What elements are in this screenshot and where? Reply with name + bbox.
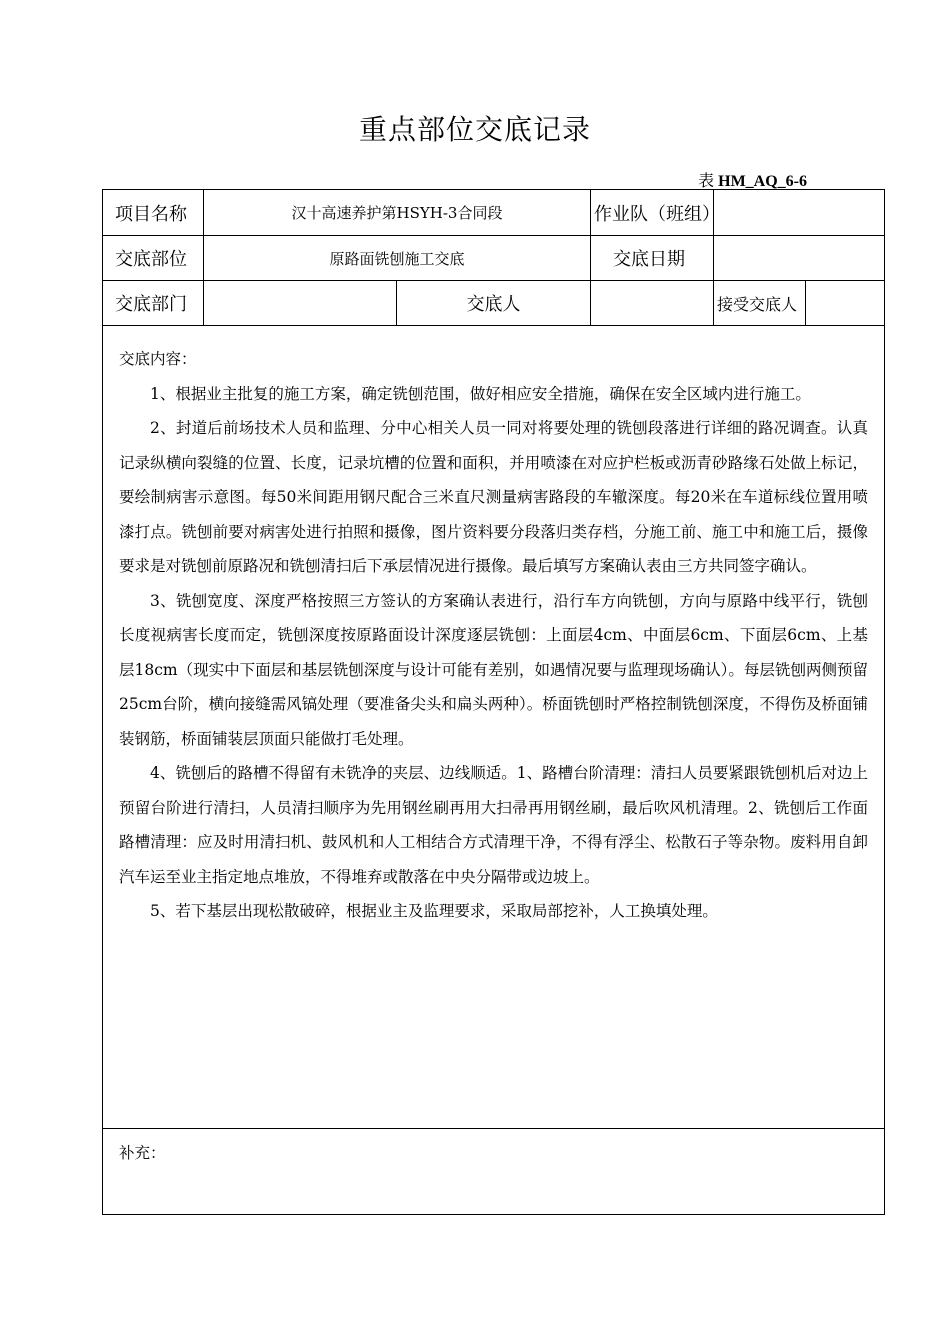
supplement-cell — [103, 1129, 885, 1215]
project-name-label: 项目名称 — [103, 190, 204, 236]
form-code-prefix: 表 — [698, 173, 715, 190]
team-value — [714, 190, 885, 236]
content-paragraph-5: 5、若下基层出现松散破碎，根据业主及监理要求，采取局部挖补，人工换填处理。 — [150, 902, 718, 920]
receiver-value — [806, 281, 885, 326]
table-row — [103, 281, 885, 326]
handover-person-label: 交底人 — [397, 281, 591, 326]
table-row — [103, 326, 885, 1129]
content-paragraph-4: 4、铣刨后的路槽不得留有未铣净的夹层、边线顺适。1、路槽台阶清理：清扫人员要紧跟铣刨机后对边上预留台阶进行清扫，人员清扫顺序为先用钢丝刷再用大扫帚再用钢丝刷，最后吹风机清理。2、铣刨后工作面路槽清理：应及时用清扫机、鼓风机和人工相结合方式清理干净，不得有浮尘、松散石子等杂物。废料用自卸汽车运至业主指定地点堆放，不得堆弃或散落在中央分隔带或边坡上。 — [119, 764, 868, 886]
handover-content — [103, 326, 885, 1129]
table-row — [103, 1129, 885, 1215]
content-paragraph-3: 3、铣刨宽度、深度严格按照三方签认的方案确认表进行，沿行车方向铣刨，方向与原路中线平行，铣刨长度视病害长度而定，铣刨深度按原路面设计深度逐层铣刨：上面层4cm、中面层6cm、下面层6cm、上基层18cm（现实中下面层和基层铣刨深度与设计可能有差别，如遇情况要与监理现场确认）。每层铣刨两侧预留25cm台阶，横向接缝需风镐处理（要准备尖头和扁头两种）。桥面铣刨时严格控制铣刨深度，不得伤及桥面铺装钢筋，桥面铺装层顶面只能做打毛处理。 — [119, 591, 868, 748]
project-name-value: 汉十高速养护第HSYH-3合同段 — [204, 190, 591, 236]
handover-dept-value — [204, 281, 397, 326]
supplement-label: 补充： — [119, 1144, 166, 1162]
document-title: 重点部位交底记录 — [358, 113, 591, 146]
content-paragraph-2: 2、封道后前场技术人员和监理、分中心相关人员一同对将要处理的铣刨段落进行详细的路况调查。认真记录纵横向裂缝的位置、长度，记录坑槽的位置和面积，并用喷漆在对应护栏板或沥青砂路缘石处做上标记，要绘制病害示意图。每50米间距用钢尺配合三米直尺测量病害路段的车辙深度。每20米在车道标线位置用喷漆打点。铣刨前要对病害处进行拍照和摄像，图片资料要分段落归类存档，分施工前、施工中和施工后，摄像要求是对铣刨前原路况和铣刨清扫后下承层情况进行摄像。最后填写方案确认表由三方共同签字确认。 — [119, 419, 868, 575]
handover-dept-label: 交底部门 — [103, 281, 204, 326]
receiver-label: 接受交底人 — [714, 281, 806, 326]
handover-part-label: 交底部位 — [103, 236, 204, 281]
handover-date-label: 交底日期 — [591, 236, 714, 281]
form-code — [698, 168, 807, 191]
handover-person-value — [591, 281, 714, 326]
team-label: 作业队（班组） — [591, 190, 714, 236]
handover-date-value — [714, 236, 885, 281]
form-code-value: HM_AQ_6-6 — [718, 173, 807, 190]
table-row — [103, 236, 885, 281]
handover-part-value: 原路面铣刨施工交底 — [204, 236, 591, 281]
content-heading: 交底内容： — [119, 350, 197, 368]
record-table — [102, 189, 885, 1215]
table-row — [103, 190, 885, 236]
content-paragraph-1: 1、根据业主批复的施工方案，确定铣刨范围，做好相应安全措施，确保在安全区域内进行施工。 — [150, 384, 811, 403]
